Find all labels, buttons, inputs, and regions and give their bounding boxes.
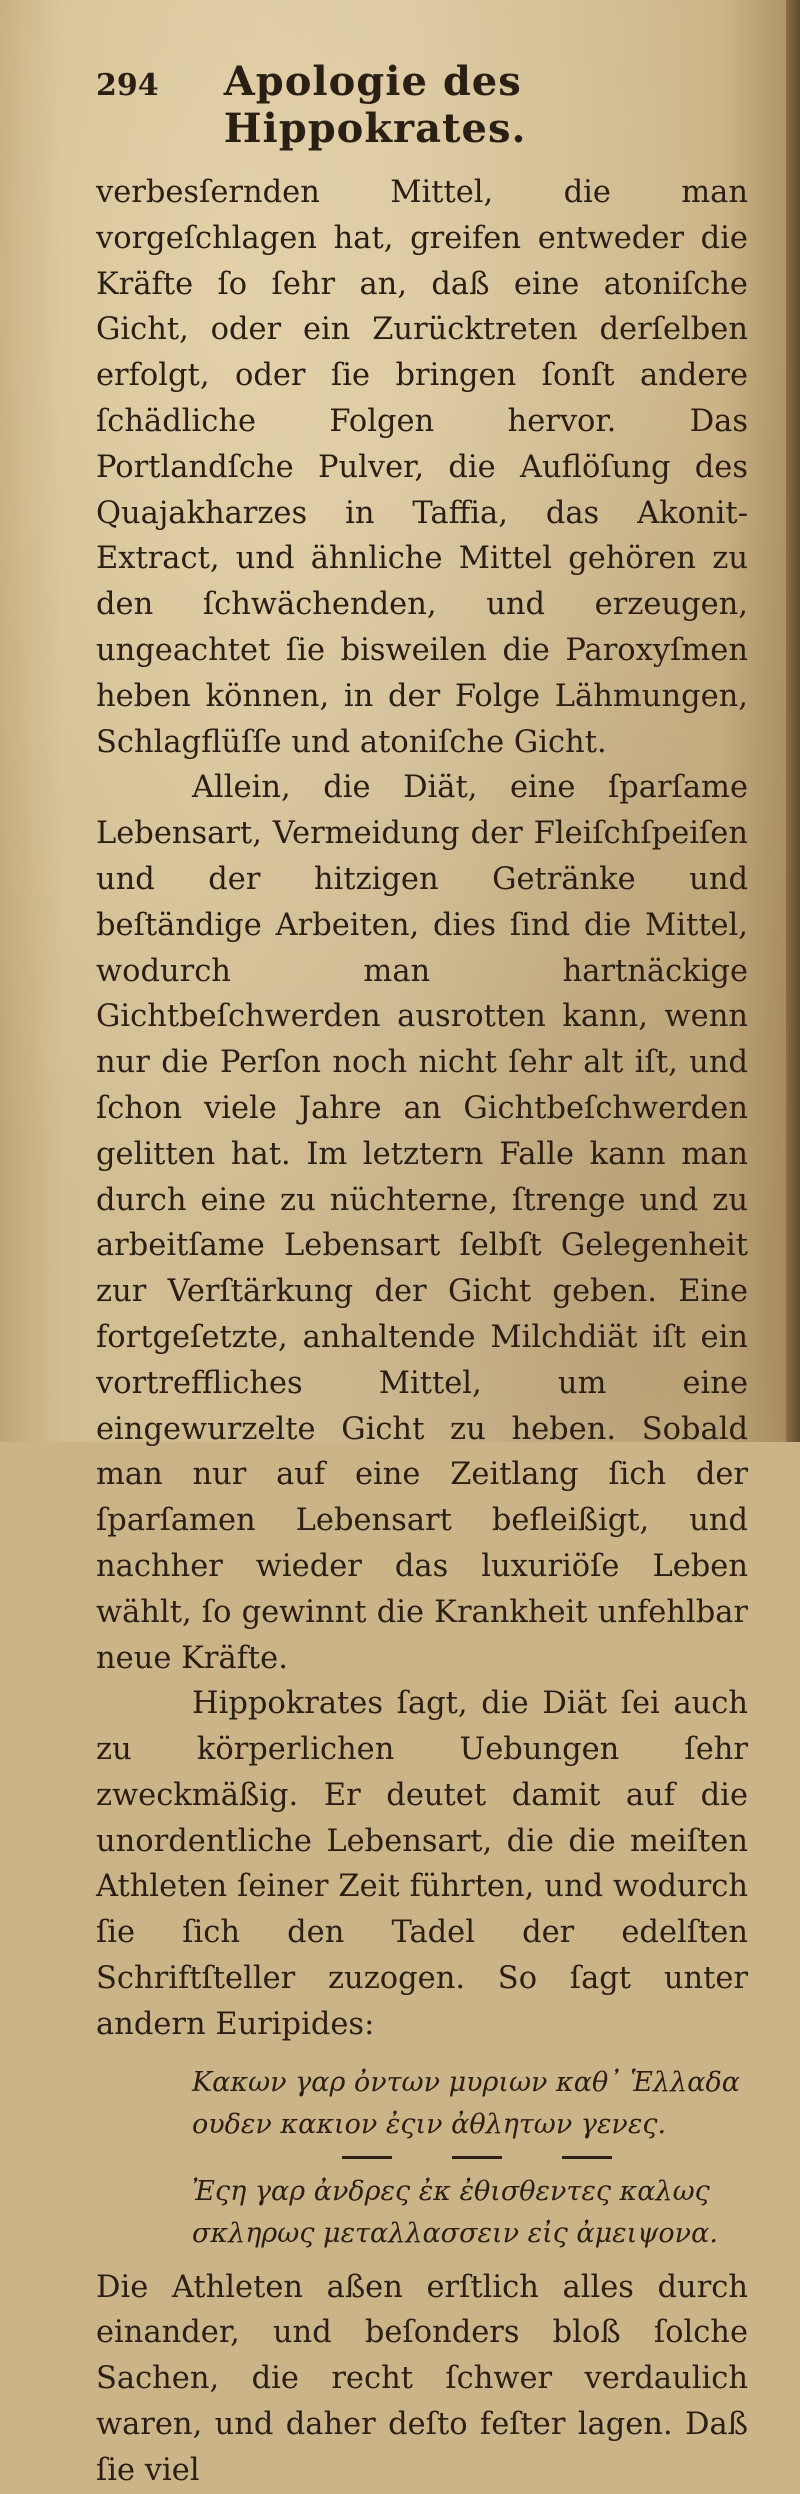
running-title: Apologie des Hippokrates. [223,58,527,152]
paragraph-2: Allein, die Diät, eine ſparſame Lebensart, Vermeidung der Fleiſchſpeiſen und der hitzigen Getränke und beſtändige Arbeiten, dies ſind die Mittel, wodurch man hartnäckige Gichtbeſchwerden ausrotten kann, wenn nur die Perſon noch nicht ſehr alt iſt, und ſchon viele Jahre an Gichtbeſchwerden gelitten hat. Im letztern Falle kann man durch eine zu nüchterne, ſtrenge und zu arbeitſame Lebensart ſelbſt Gelegenheit zur Verſtärkung der Gicht geben. Eine fortgeſetzte, anhaltende Milchdiät iſt ein vortreffliches Mittel, um eine eingewurzelte Gicht zu heben. Sobald man nur auf eine Zeitlang ſich der ſparſamen Lebensart befleißigt, und nachher wieder das luxuriöſe Leben wählt, ſo gewinnt die Krankheit unfehlbar neue Kräfte. [96,770,748,1676]
greek-quote-line: Κακων γαρ ὀντων μυριων καθ᾽ Ἑλλαδα [192,2066,740,2098]
page-header [96,58,748,152]
closing-paragraph: Die Athleten aßen erſtlich alles durch einander, und beſonders bloß ſolche Sachen, die recht ſchwer verdaulich waren, und daher deſto feſter lagen. Daß ſie viel [96,2269,748,2488]
separator-rule [342,2156,392,2159]
page-number: 294 [96,68,159,103]
separator-rule [452,2156,502,2159]
separator-rules [342,2156,748,2159]
greek-quote-line: Ἐςη γαρ ἀνδρες ἐκ ἐθισθεντες καλως [192,2175,710,2207]
paragraph-3: Hippokrates ſagt, die Diät ſei auch zu körperlichen Uebungen ſehr zweckmäßig. Er deutet damit auf die unordentliche Lebensart, die die meiſten Athleten ſeiner Zeit führten, und wodurch ſie ſich den Tadel der edelſten Schriftſteller zuzogen. So ſagt unter andern Euripides: [96,1686,748,2042]
page-edge [786,0,800,1442]
greek-quote-line: σκληρως μεταλλασσειν εἰς ἀμειψονα. [192,2217,718,2249]
greek-quote [192,2062,748,2255]
greek-quote-line: ουδεν κακιον ἐςιν ἀθλητων γενες. [192,2108,667,2140]
separator-rule [562,2156,612,2159]
paragraph-1: verbesſernden Mittel, die man vorgeſchlagen hat, greifen entweder die Kräfte ſo ſehr an, daß eine atoniſche Gicht, oder ein Zurücktreten derſelben erfolgt, oder ſie bringen ſonſt andere ſchädliche Folgen hervor. Das Portlandſche Pulver, die Auflöſung des Quajakharzes in Taffia, das Akonit-Extract, und ähnliche Mittel gehören zu den ſchwächenden, und erzeugen, ungeachtet ſie bisweilen die Paroxyſmen heben können, in der Folge Lähmungen, Schlagflüſſe und atoniſche Gicht. [96,175,748,760]
